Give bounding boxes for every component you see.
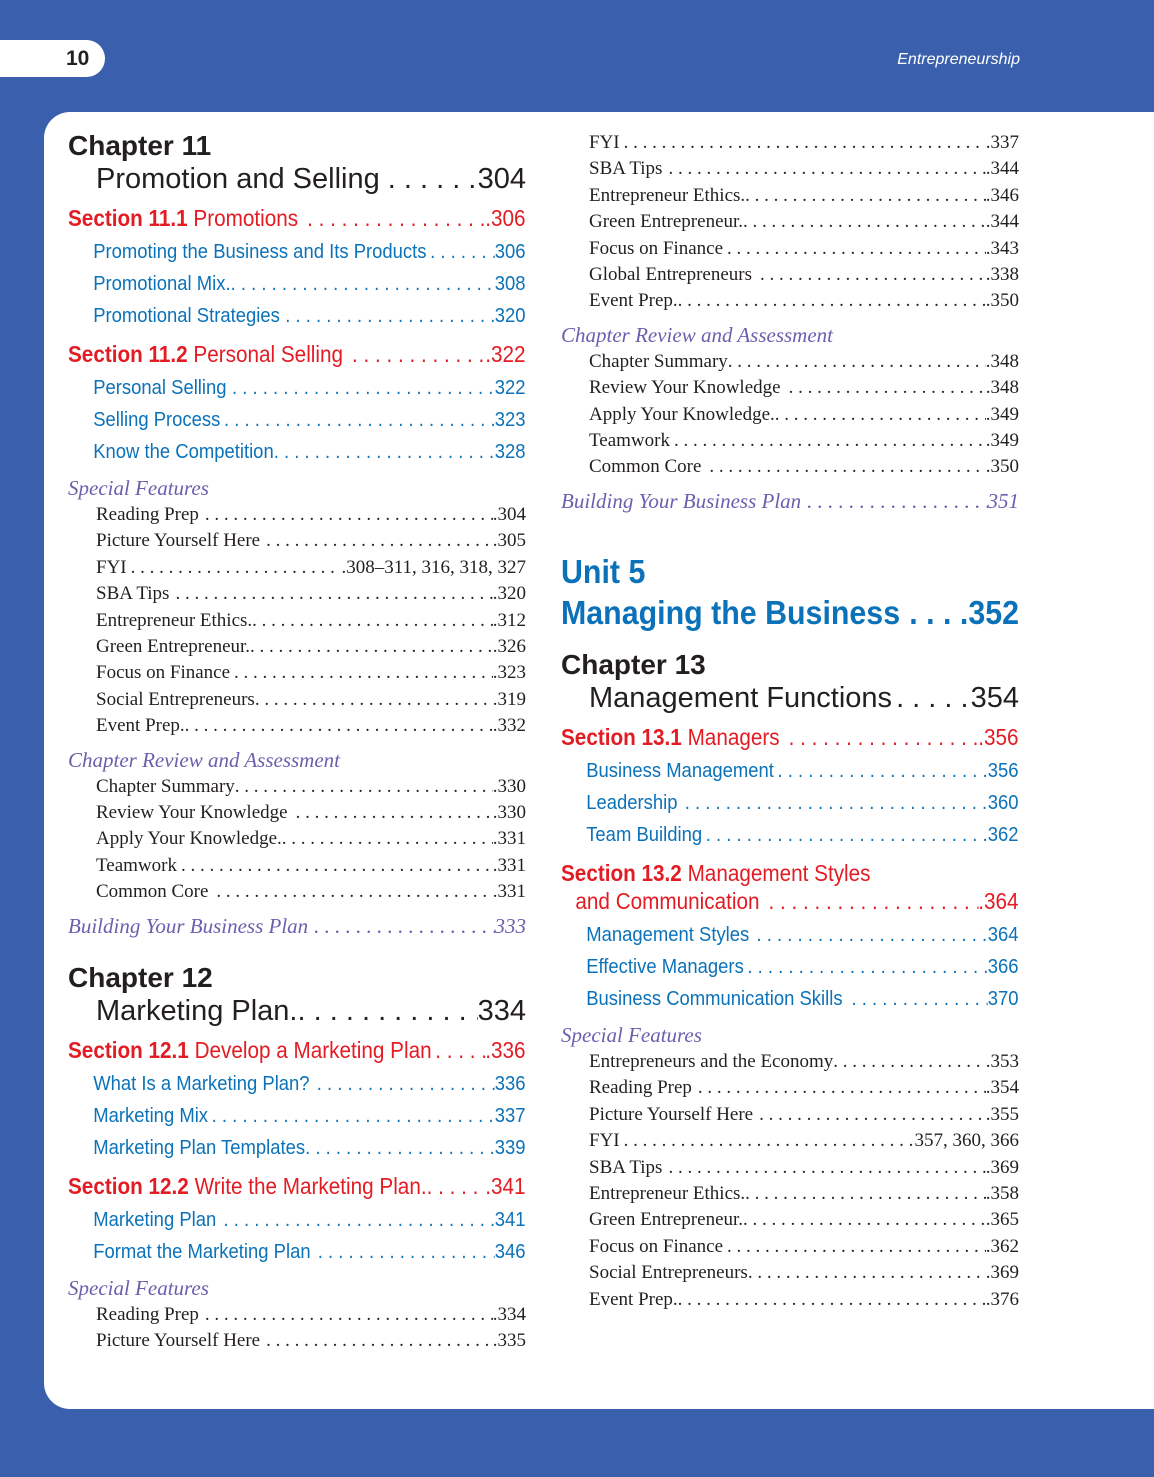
- feature-link[interactable]: Social Entrepreneurs . . . .369: [561, 1260, 1019, 1286]
- section-link[interactable]: Section 13.2 Management Styles and Communication . . . .364: [561, 859, 1019, 915]
- feature-link[interactable]: Event Prep. . . . .332: [68, 713, 526, 739]
- topic-link[interactable]: Marketing Mix . . . 337: [68, 1100, 526, 1132]
- feature-link[interactable]: Reading Prep . . . .334: [68, 1302, 526, 1328]
- topic-link[interactable]: Leadership . . . 360: [561, 787, 1019, 819]
- section-link[interactable]: Section 13.1 Managers . . . .356: [561, 723, 1019, 751]
- topic-link[interactable]: Business Management . . . 356: [561, 755, 1019, 787]
- page-number: 10: [66, 47, 90, 70]
- toc-right-column: [561, 130, 1019, 1313]
- feature-link[interactable]: Event Prep. . . . .350: [561, 288, 1019, 314]
- feature-link[interactable]: SBA Tips . . . .320: [68, 581, 526, 607]
- review-link[interactable]: Review Your Knowledge . . . .330: [68, 800, 526, 826]
- chapter-title-link[interactable]: Promotion and Selling . . . 304: [68, 162, 526, 196]
- review-link[interactable]: Teamwork . . . .331: [68, 853, 526, 879]
- topic-link[interactable]: Know the Competition . . . 328: [68, 436, 526, 468]
- feature-link[interactable]: Focus on Finance . . . .362: [561, 1234, 1019, 1260]
- topic-link[interactable]: Marketing Plan Templates . . . 339: [68, 1132, 526, 1164]
- chapter-11: [68, 130, 526, 940]
- special-features-list: [561, 130, 1019, 315]
- feature-link[interactable]: Entrepreneur Ethics. . . . .346: [561, 183, 1019, 209]
- special-features-heading: Special Features: [68, 476, 209, 500]
- topic-link[interactable]: Selling Process . . . 323: [68, 404, 526, 436]
- business-plan-link[interactable]: Building Your Business Plan . . . 333: [68, 912, 526, 940]
- feature-link[interactable]: Green Entrepreneur. . . . .326: [68, 634, 526, 660]
- topic-link[interactable]: Management Styles . . . 364: [561, 919, 1019, 951]
- review-heading: Chapter Review and Assessment: [68, 747, 340, 772]
- special-features-list: [561, 1049, 1019, 1313]
- feature-link[interactable]: Event Prep. . . . .376: [561, 1287, 1019, 1313]
- topic-link[interactable]: Business Communication Skills . . . 370: [561, 983, 1019, 1015]
- section-link[interactable]: Section 12.1 Develop a Marketing Plan . . . .336: [68, 1036, 526, 1064]
- feature-link[interactable]: Entrepreneur Ethics. . . . .312: [68, 608, 526, 634]
- feature-link[interactable]: Entrepreneur Ethics. . . . .358: [561, 1181, 1019, 1207]
- review-heading: Chapter Review and Assessment: [561, 322, 833, 347]
- special-features-list: [68, 1302, 526, 1355]
- review-link[interactable]: Review Your Knowledge . . . .348: [561, 375, 1019, 401]
- chapter-number: Chapter 13: [561, 648, 706, 680]
- feature-link[interactable]: Global Entrepreneurs . . . .338: [561, 262, 1019, 288]
- feature-link[interactable]: SBA Tips . . . .369: [561, 1155, 1019, 1181]
- topic-link[interactable]: Team Building . . . 362: [561, 819, 1019, 851]
- feature-link[interactable]: Entrepreneurs and the Economy . . . .353: [561, 1049, 1019, 1075]
- feature-link[interactable]: FYI . . . 357, 360, 366: [561, 1128, 1019, 1154]
- review-link[interactable]: Teamwork . . . .349: [561, 428, 1019, 454]
- review-link[interactable]: Chapter Summary . . . .348: [561, 349, 1019, 375]
- special-features-heading: Special Features: [561, 1022, 702, 1047]
- topic-link[interactable]: Marketing Plan . . . 341: [68, 1204, 526, 1236]
- topic-link[interactable]: Format the Marketing Plan . . . 346: [68, 1236, 526, 1268]
- feature-link[interactable]: FYI . . . .337: [561, 130, 1019, 156]
- feature-link[interactable]: Social Entrepreneurs . . . .319: [68, 687, 526, 713]
- review-link[interactable]: Apply Your Knowledge. . . . .331: [68, 826, 526, 852]
- section-link[interactable]: Section 11.1 Promotions . . . .306: [68, 204, 526, 232]
- chapter-12: [68, 962, 526, 1355]
- feature-link[interactable]: Picture Yourself Here . . . .305: [68, 528, 526, 554]
- business-plan-link[interactable]: Building Your Business Plan . . . 351: [561, 487, 1019, 515]
- feature-link[interactable]: Picture Yourself Here . . . .355: [561, 1102, 1019, 1128]
- section-link[interactable]: Section 11.2 Personal Selling . . . .322: [68, 340, 526, 368]
- chapter-title-link[interactable]: Management Functions . . . 354: [561, 681, 1019, 715]
- feature-link[interactable]: FYI . . . .308–311, 316, 318, 327: [68, 555, 526, 581]
- unit-number: Unit 5: [561, 552, 646, 590]
- chapter-13: [561, 649, 1019, 1313]
- special-features-heading: Special Features: [68, 1275, 209, 1300]
- review-link[interactable]: Common Core . . . .350: [561, 454, 1019, 480]
- feature-link[interactable]: Focus on Finance . . . .323: [68, 660, 526, 686]
- review-list: [561, 349, 1019, 481]
- toc-left-column: [68, 130, 526, 1355]
- topic-link[interactable]: Promotional Strategies . . . 320: [68, 300, 526, 332]
- topic-link[interactable]: Promoting the Business and Its Products . . . 306: [68, 236, 526, 268]
- feature-link[interactable]: Reading Prep . . . .304: [68, 502, 526, 528]
- review-list: [68, 774, 526, 906]
- topic-link[interactable]: Personal Selling . . . 322: [68, 372, 526, 404]
- feature-link[interactable]: Green Entrepreneur. . . . .344: [561, 209, 1019, 235]
- feature-link[interactable]: Green Entrepreneur. . . . .365: [561, 1207, 1019, 1233]
- feature-link[interactable]: Focus on Finance . . . .343: [561, 236, 1019, 262]
- unit-title-link[interactable]: Managing the Business . . . 352: [561, 592, 1019, 633]
- running-head: Entrepreneurship: [897, 51, 1020, 68]
- section-link[interactable]: Section 12.2 Write the Marketing Plan. . . . .341: [68, 1172, 526, 1200]
- special-features-list: [68, 502, 526, 740]
- topic-link[interactable]: Effective Managers . . . 366: [561, 951, 1019, 983]
- chapter-12-continued: [561, 130, 1019, 515]
- topic-link[interactable]: Promotional Mix. . . . 308: [68, 268, 526, 300]
- feature-link[interactable]: Reading Prep . . . .354: [561, 1075, 1019, 1101]
- review-link[interactable]: Chapter Summary . . . .330: [68, 774, 526, 800]
- chapter-title-link[interactable]: Marketing Plan. . . . 334: [68, 994, 526, 1028]
- review-link[interactable]: Apply Your Knowledge. . . . .349: [561, 402, 1019, 428]
- review-link[interactable]: Common Core . . . .331: [68, 879, 526, 905]
- feature-link[interactable]: SBA Tips . . . .344: [561, 156, 1019, 182]
- topic-link[interactable]: What Is a Marketing Plan? . . . 336: [68, 1068, 526, 1100]
- feature-link[interactable]: Picture Yourself Here . . . .335: [68, 1328, 526, 1354]
- unit-5: [561, 551, 1019, 633]
- chapter-number: Chapter 12: [68, 961, 213, 993]
- chapter-number: Chapter 11: [68, 130, 212, 161]
